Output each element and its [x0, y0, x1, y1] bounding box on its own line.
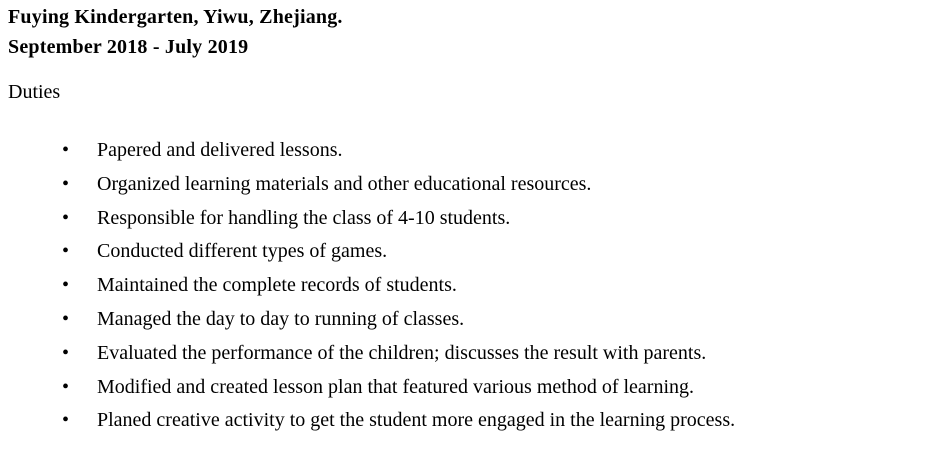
bullet-icon: •: [62, 240, 70, 263]
duty-text: Modified and created lesson plan that featured various method of learning.: [97, 375, 695, 398]
duty-text: Papered and delivered lessons.: [97, 139, 343, 161]
duties-section-label: Duties: [8, 81, 61, 103]
list-item: [8, 168, 914, 202]
duty-text: Planed creative activity to get the student more engaged in the learning process.: [97, 409, 736, 432]
list-item: [8, 337, 914, 371]
bullet-icon: •: [62, 139, 70, 161]
list-item: [8, 269, 914, 303]
list-item: [8, 303, 914, 337]
bullet-icon: •: [62, 409, 70, 432]
list-item: [8, 134, 914, 168]
employer-heading: Fuying Kindergarten, Yiwu, Zhejiang.: [8, 6, 343, 28]
list-item: [8, 371, 914, 405]
duty-text: Evaluated the performance of the children; discusses the result with parents.: [97, 341, 707, 364]
bullet-icon: •: [62, 274, 70, 297]
bullet-icon: •: [62, 307, 70, 330]
duty-text: Responsible for handling the class of 4-10 students.: [97, 206, 511, 229]
bullet-icon: •: [62, 375, 70, 398]
duty-text: Organized learning materials and other educational resources.: [97, 172, 592, 195]
list-item: [8, 404, 914, 438]
duty-text: Conducted different types of games.: [97, 240, 388, 263]
employment-dates: September 2018 - July 2019: [8, 36, 249, 58]
duties-list: [8, 134, 914, 438]
bullet-icon: •: [62, 341, 70, 364]
bullet-icon: •: [62, 172, 70, 195]
list-item: [8, 235, 914, 269]
duty-text: Managed the day to day to running of classes.: [97, 307, 465, 330]
duty-text: Maintained the complete records of students.: [97, 274, 457, 297]
list-item: [8, 202, 914, 236]
bullet-icon: •: [62, 206, 70, 229]
